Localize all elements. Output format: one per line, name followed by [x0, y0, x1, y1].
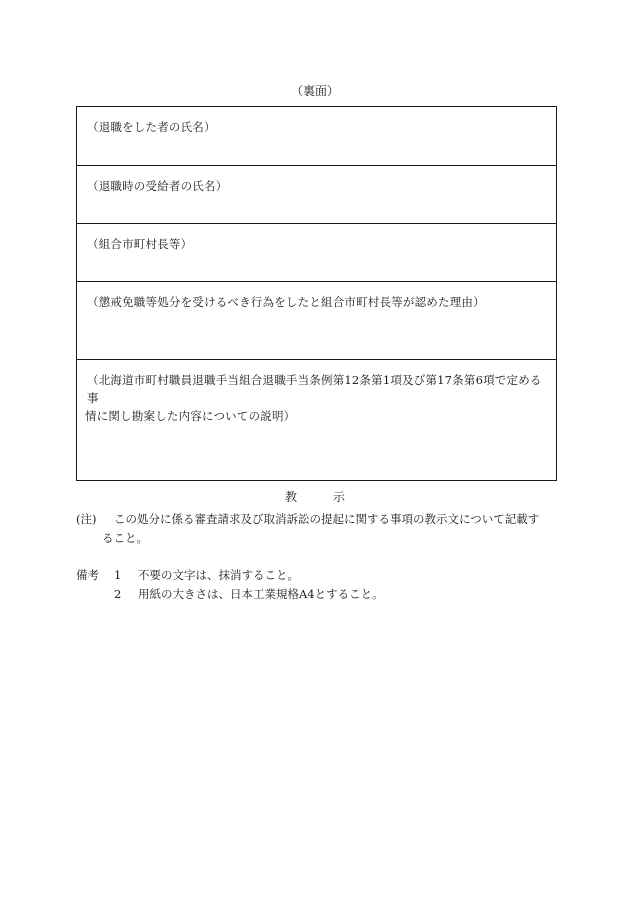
- form-row-reason[interactable]: [77, 282, 556, 360]
- form-row-explanation[interactable]: [77, 360, 556, 480]
- form-table: [76, 106, 557, 481]
- row-label: （組合市町村長等）: [87, 237, 193, 251]
- form-row-union-mayor[interactable]: [77, 224, 556, 282]
- kyoji-title-left: 教: [284, 490, 297, 504]
- remarks-item: [76, 585, 562, 604]
- remarks-text: 不要の文字は、抹消すること。: [138, 568, 299, 582]
- remarks-item: [76, 566, 562, 585]
- row-label: （退職をした者の氏名）: [87, 120, 216, 134]
- remarks-number: 1: [114, 568, 122, 582]
- remarks-section: [76, 566, 562, 604]
- remarks-heading: 備考: [76, 568, 99, 582]
- kyoji-title-right: 示: [333, 490, 346, 504]
- remarks-text: 用紙の大きさは、日本工業規格A4とすること。: [138, 587, 384, 601]
- form-row-recipient-name[interactable]: [77, 166, 556, 224]
- note-mark: (注): [76, 512, 97, 526]
- remarks-number: 2: [114, 587, 122, 601]
- form-row-retiree-name[interactable]: [77, 107, 556, 166]
- row-label: （懲戒免職等処分を受けるべき行為をしたと組合市町村長等が認めた理由）: [87, 295, 485, 309]
- row-label: （退職時の受給者の氏名）: [87, 179, 228, 193]
- note-text-line1: この処分に係る審査請求及び取消訴訟の提起に関する事項の教示文について記載す: [114, 512, 540, 526]
- kyoji-heading: [0, 489, 630, 505]
- note-text-line2: ること。: [102, 531, 148, 545]
- page-title: （裏面）: [290, 84, 339, 98]
- row-label-line1: （北海道市町村職員退職手当組合退職手当条例第12条第1項及び第17条第6項で定める事: [87, 373, 542, 405]
- note-section: [76, 510, 562, 548]
- row-label-line2: 情に関し勘案した内容についての説明）: [85, 409, 296, 423]
